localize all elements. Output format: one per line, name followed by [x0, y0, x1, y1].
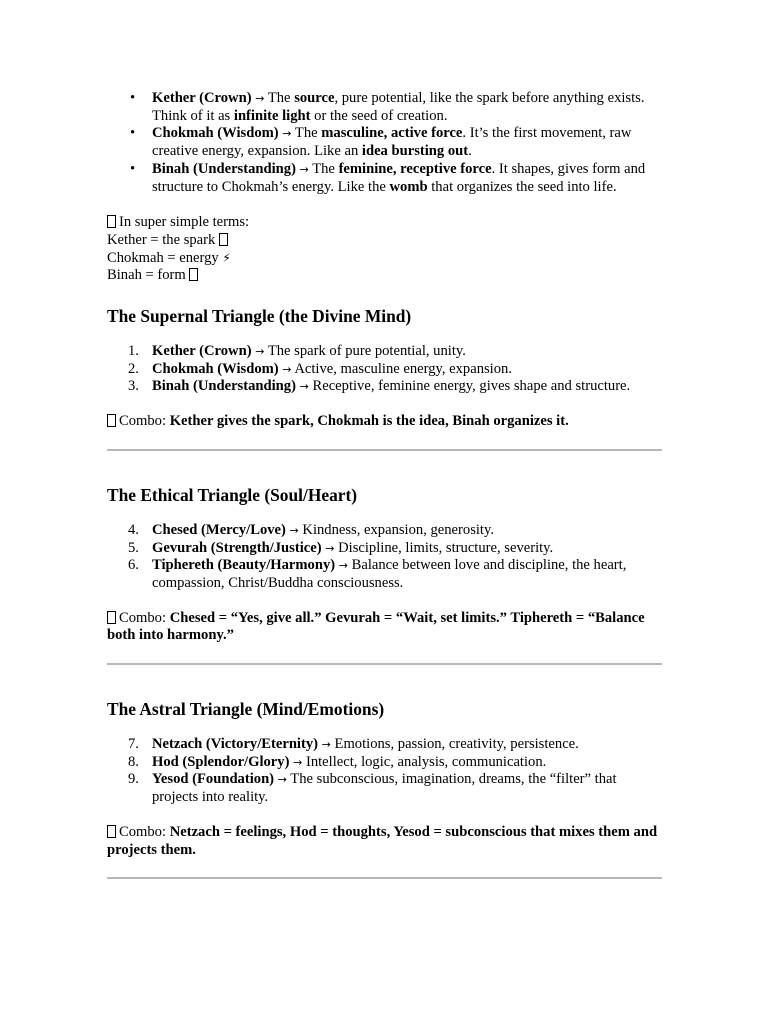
body-text: .: [468, 143, 472, 160]
list-item: [107, 343, 663, 361]
missing-glyph-icon: [107, 215, 116, 228]
sephirah-name: Gevurah (Strength/Justice): [152, 539, 322, 556]
list-number: 9.: [128, 771, 139, 788]
section-title-supernal: The Supernal Triangle (the Divine Mind): [107, 306, 412, 327]
list-item: [107, 522, 663, 540]
combo-label: Combo:: [119, 823, 167, 840]
bullet-dot: •: [130, 90, 136, 106]
lightning-icon: ⚡: [222, 250, 231, 265]
combo-label: Combo:: [119, 413, 167, 430]
arrow-icon: →: [321, 738, 331, 752]
list-number: 4.: [128, 521, 139, 538]
bullet-dot: •: [130, 160, 136, 177]
emphasis-text: feminine, receptive force: [338, 160, 492, 177]
list-number: 7.: [128, 736, 139, 753]
sephirah-name: Tiphereth (Beauty/Harmony): [152, 557, 336, 574]
sephirah-name: Netzach (Victory/Eternity): [152, 736, 319, 753]
sephirah-description: Receptive, feminine energy, gives shape and structure.: [308, 378, 631, 395]
emphasis-text: source: [294, 90, 335, 106]
combo-text: Kether gives the spark, Chokmah is the idea, Binah organizes it.: [169, 413, 569, 430]
arrow-icon: →: [255, 345, 265, 359]
combo-summary-astral: [107, 824, 663, 859]
arrow-icon: →: [299, 380, 309, 394]
simple-term-binah: Binah = form: [107, 267, 186, 284]
combo-summary-supernal: [107, 413, 663, 431]
supernal-list: [107, 343, 663, 396]
sephirah-name: Chokmah (Wisdom): [152, 125, 279, 142]
arrow-icon: →: [299, 162, 309, 176]
section-title-astral: The Astral Triangle (Mind/Emotions): [107, 699, 385, 720]
body-text: that organizes the seed into life.: [427, 178, 617, 195]
list-item: [107, 378, 663, 396]
list-number: 6.: [128, 557, 139, 574]
missing-glyph-icon: [107, 414, 116, 427]
missing-glyph-icon: [189, 268, 198, 281]
arrow-icon: →: [293, 755, 303, 769]
simple-term-chokmah: Chokmah = energy: [107, 249, 219, 266]
list-item: [107, 754, 663, 772]
bullet-item-kether: [107, 90, 663, 125]
section-divider: [107, 877, 662, 879]
sephirah-description: Discipline, limits, structure, severity.: [334, 539, 554, 556]
list-number: 1.: [128, 343, 139, 360]
sephirah-name: Binah (Understanding): [152, 378, 296, 395]
arrow-icon: →: [255, 92, 265, 105]
simple-terms-heading: In super simple terms:: [119, 214, 250, 231]
sephirah-name: Yesod (Foundation): [152, 771, 275, 788]
body-text: or the seed of creation.: [310, 107, 448, 124]
ethical-list: [107, 522, 663, 593]
combo-text: Chesed = “Yes, give all.” Gevurah = “Wait, set limits.” Tiphereth = “Balance both into harmony.”: [107, 609, 645, 644]
astral-list: [107, 736, 663, 807]
bullet-item-binah: [107, 161, 663, 196]
list-number: 5.: [128, 539, 139, 556]
sephirah-description: The spark of pure potential, unity.: [264, 343, 466, 360]
emphasis-text: masculine, active force: [321, 125, 463, 142]
combo-text: Netzach = feelings, Hod = thoughts, Yesod = subconscious that mixes them and projects them.: [107, 823, 658, 858]
combo-summary-ethical: [107, 610, 663, 645]
sephirah-description: Balance between love and discipline, the heart, compassion, Christ/Buddha consciousness.: [152, 557, 627, 591]
arrow-icon: →: [282, 362, 292, 376]
list-number: 3.: [128, 378, 139, 395]
list-item: [107, 540, 663, 558]
bullet-item-chokmah: [107, 125, 663, 160]
sephirah-name: Kether (Crown): [152, 90, 252, 106]
arrow-icon: →: [289, 523, 299, 537]
body-text: The: [291, 125, 322, 142]
sephirah-description: The subconscious, imagination, dreams, the “filter” that projects into reality.: [152, 771, 617, 806]
arrow-icon: →: [282, 127, 292, 141]
list-item: [107, 736, 663, 754]
simple-terms-block: [107, 214, 663, 285]
list-item: [107, 361, 663, 379]
combo-label: Combo:: [119, 609, 167, 626]
body-text: The: [308, 160, 339, 177]
sephirah-name: Kether (Crown): [152, 343, 252, 360]
sephirah-description: Emotions, passion, creativity, persistence.: [330, 736, 579, 753]
arrow-icon: →: [277, 773, 287, 787]
list-number: 2.: [128, 360, 139, 377]
body-text: . It shapes, gives form and structure to Chokmah’s energy. Like the: [152, 160, 646, 195]
emphasis-text: womb: [389, 178, 428, 195]
simple-term-kether: Kether = the spark: [107, 231, 216, 248]
list-item: [107, 557, 663, 592]
body-text: . It’s the first movement, raw creative energy, expansion. Like an: [152, 125, 632, 160]
list-item: [107, 771, 663, 806]
arrow-icon: →: [325, 541, 335, 555]
emphasis-text: infinite light: [233, 107, 311, 124]
sephirah-name: Hod (Splendor/Glory): [152, 753, 290, 770]
sephirot-bullet-list: [107, 90, 663, 196]
section-title-ethical: The Ethical Triangle (Soul/Heart): [107, 484, 358, 505]
list-number: 8.: [128, 753, 139, 770]
missing-glyph-icon: [107, 825, 116, 838]
sephirah-name: Chokmah (Wisdom): [152, 360, 279, 377]
emphasis-text: idea bursting out: [361, 143, 469, 160]
sephirah-description: Kindness, expansion, generosity.: [298, 521, 494, 538]
body-text: , pure potential, like the spark before anything exists. Think of it as: [152, 90, 645, 124]
sephirah-description: Intellect, logic, analysis, communication.: [302, 753, 547, 770]
document-page: [107, 90, 663, 879]
missing-glyph-icon: [219, 233, 228, 246]
sephirah-description: Active, masculine energy, expansion.: [291, 360, 512, 377]
arrow-icon: →: [338, 559, 348, 573]
sephirah-name: Binah (Understanding): [152, 160, 296, 177]
bullet-dot: •: [130, 125, 136, 142]
missing-glyph-icon: [107, 611, 116, 624]
body-text: The: [264, 90, 295, 106]
sephirah-name: Chesed (Mercy/Love): [152, 521, 286, 538]
